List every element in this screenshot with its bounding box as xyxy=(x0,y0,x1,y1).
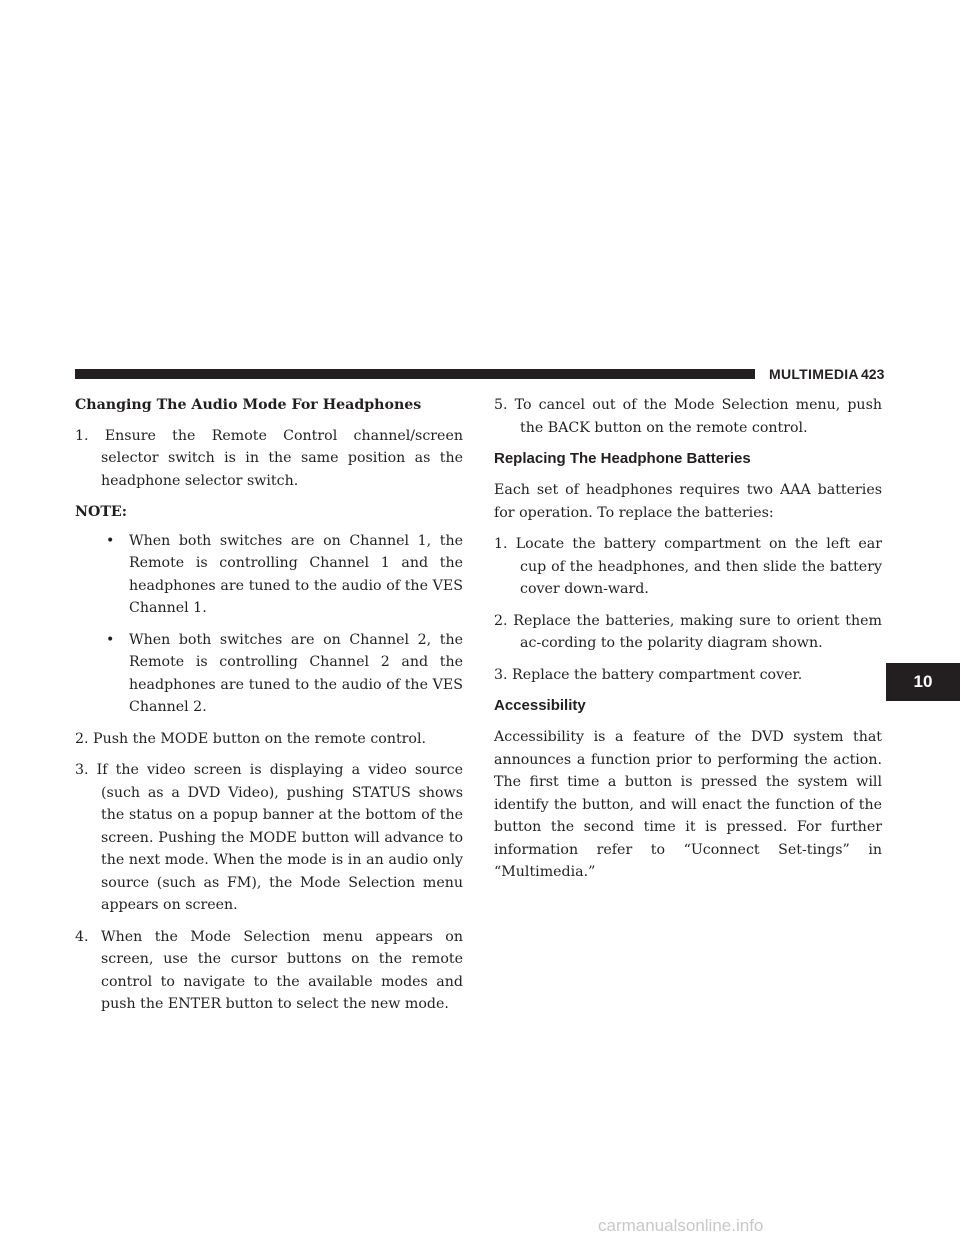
left-column xyxy=(75,394,463,1025)
step-3: 3. If the video screen is displaying a video source (such as a DVD Video), pushing STATUS shows the status on a popup banner at the bottom of the screen. Pushing the MODE button will advance to the next mode. When the mode is in an audio only source (such as FM), the Mode Selection menu appears on screen. xyxy=(75,762,463,913)
step-1: 1. Ensure the Remote Control channel/screen selector switch is in the same position as the headphone selector switch. xyxy=(75,427,463,489)
batteries-heading: Replacing The Headphone Batteries xyxy=(494,450,751,467)
battery-step-3: 3. Replace the battery compartment cover. xyxy=(494,666,803,683)
accessibility-text: Accessibility is a feature of the DVD system that announces a function prior to performing the action. The first time a button is pressed the system will identify the button, and will enact the function of the button the second time it is pressed. For further information refer to “Uconnect Set-tings” in “Multimedia.” xyxy=(494,729,882,880)
right-column xyxy=(494,394,882,884)
step-2: 2. Push the MODE button on the remote control. xyxy=(75,730,427,747)
bullet-text: When both switches are on Channel 1, the Remote is controlling Channel 1 and the headphones are tuned to the audio of the VES Channel 1. xyxy=(129,532,463,616)
accessibility-heading: Accessibility xyxy=(494,697,586,714)
headphones-audio-heading: Changing The Audio Mode For Headphones xyxy=(75,397,422,413)
note-bullet-2 xyxy=(75,629,463,719)
bullet-icon: • xyxy=(106,631,115,648)
step-5: 5. To cancel out of the Mode Selection menu, push the BACK button on the remote control. xyxy=(494,397,882,436)
step-4: 4. When the Mode Selection menu appears on screen, use the cursor buttons on the remote control to navigate to the available modes and push the ENTER button to select the new mode. xyxy=(75,928,463,1012)
battery-step-1: 1. Locate the battery compartment on the left ear cup of the headphones, and then slide the battery cover down-ward. xyxy=(494,536,882,597)
watermark: carmanualsonline.info xyxy=(598,1216,764,1235)
bullet-icon: • xyxy=(106,532,115,549)
batteries-intro: Each set of headphones requires two AAA batteries for operation. To replace the batteries: xyxy=(494,482,882,521)
section-title: MULTIMEDIA xyxy=(769,366,859,382)
chapter-tab: 10 xyxy=(886,663,960,701)
battery-step-2: 2. Replace the batteries, making sure to orient them ac-cording to the polarity diagram shown. xyxy=(494,612,882,651)
header-rule xyxy=(75,369,755,379)
note-label: NOTE: xyxy=(75,504,127,520)
note-bullet-1 xyxy=(75,530,463,620)
bullet-text: When both switches are on Channel 2, the Remote is controlling Channel 2 and the headphones are tuned to the audio of the VES Channel 2. xyxy=(129,631,463,715)
page-number: 423 xyxy=(861,366,885,382)
